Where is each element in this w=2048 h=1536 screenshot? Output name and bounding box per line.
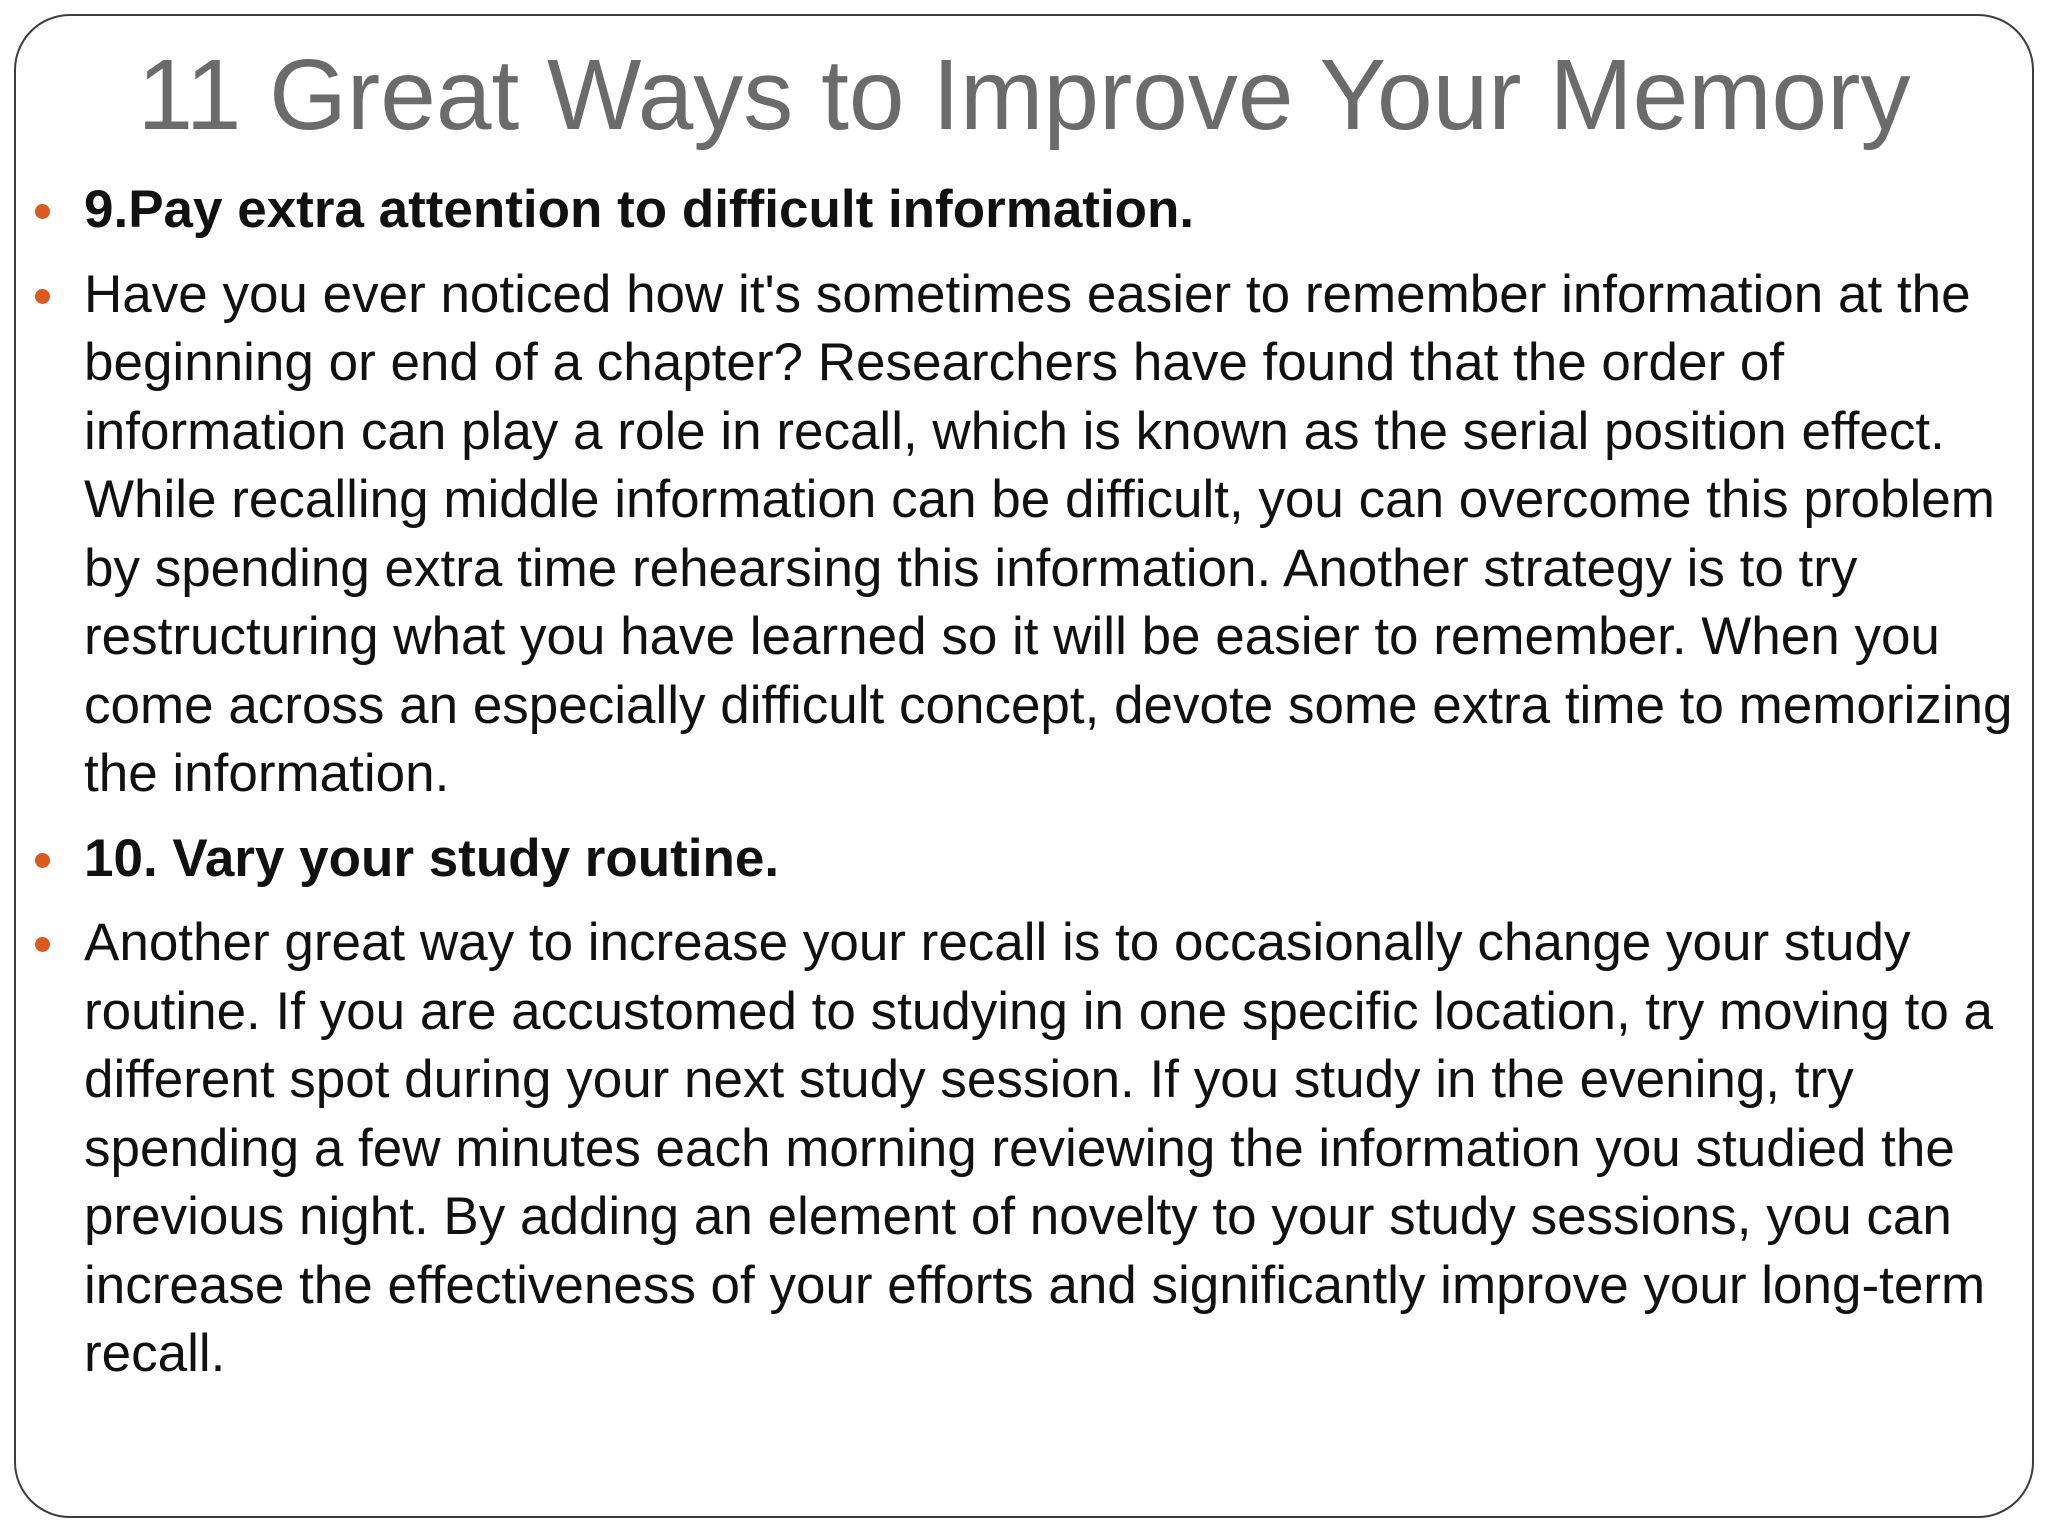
bullet-text: Another great way to increase your recall is to occasionally change your study routine. If you are accustomed to studying in one specific location, try moving to a different spot during your next study session. If you study in the evening, try spending a few minutes each morning reviewing the information you studied the previous night. By adding an element of novelty to your study sessions, you can increase the effectiveness of your efforts and significantly improve your long-term recall. xyxy=(84,913,1994,1383)
bullet-paragraph-9 xyxy=(16,261,2036,809)
bullet-text: 9.Pay extra attention to difficult information. xyxy=(84,180,1195,239)
bullet-heading-9 xyxy=(16,176,2036,245)
bullet-dot-icon xyxy=(35,853,50,868)
bullet-paragraph-10 xyxy=(16,909,2036,1389)
bullet-text: Have you ever noticed how it's sometimes easier to remember information at the beginning or end of a chapter? Researchers have found that the order of information can play a role in recall, which is known as the serial position effect. While recalling middle information can be difficult, you can overcome this problem by spending extra time rehearsing this information. Another strategy is to try restructuring what you have learned so it will be easier to remember. When you come across an especially difficult concept, devote some extra time to memorizing the information. xyxy=(84,264,2013,803)
bullet-dot-icon xyxy=(35,937,50,952)
bullet-list xyxy=(16,176,2036,1405)
slide xyxy=(14,14,2034,1518)
bullet-dot-icon xyxy=(35,289,50,304)
bullet-dot-icon xyxy=(35,204,50,219)
bullet-text: 10. Vary your study routine. xyxy=(84,828,780,888)
slide-title: 11 Great Ways to Improve Your Memory xyxy=(137,39,1911,151)
bullet-heading-10 xyxy=(16,825,2036,894)
